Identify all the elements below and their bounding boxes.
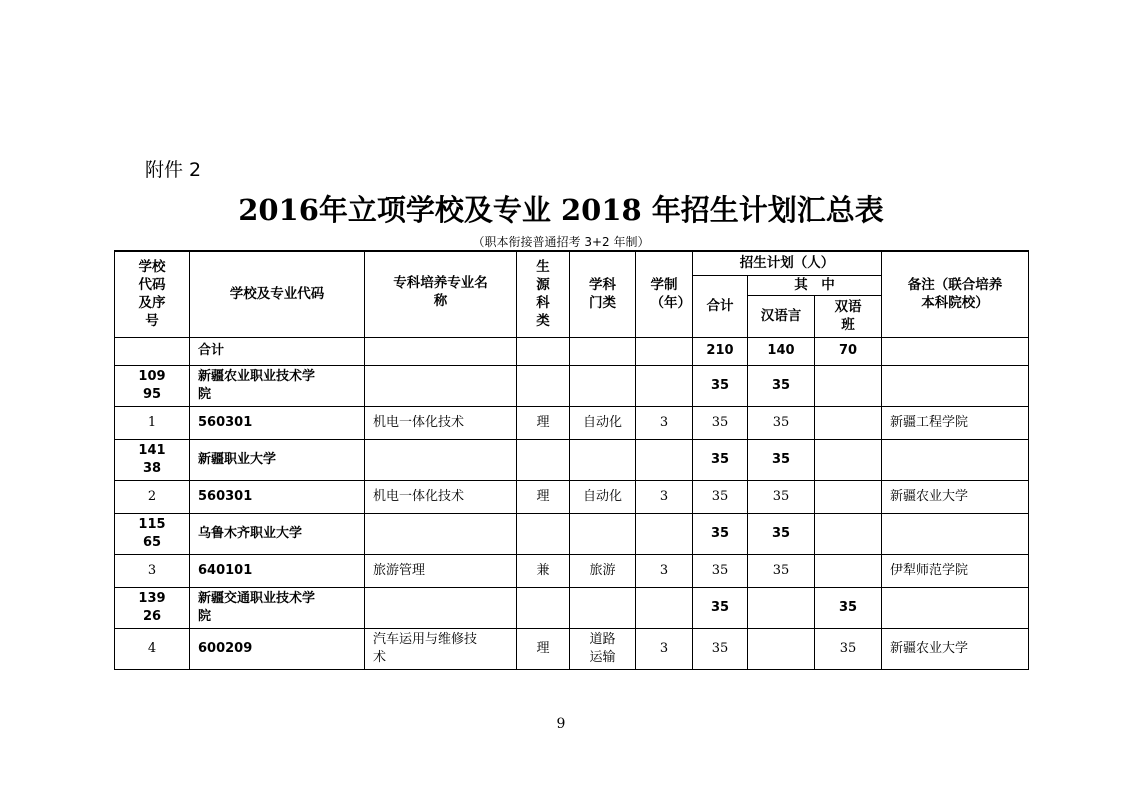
table-row [115, 365, 1029, 406]
cell-bilingual [815, 480, 882, 513]
table-row [115, 628, 1029, 669]
cell-years [636, 513, 693, 554]
cell-major [365, 337, 517, 365]
cell-years: 3 [636, 406, 693, 439]
cell-remark [882, 513, 1029, 554]
cell-bilingual [815, 406, 882, 439]
cell-major: 汽车运用与维修技术 [365, 628, 517, 669]
cell-source [517, 439, 570, 480]
cell-code: 2 [115, 480, 190, 513]
cell-total: 210 [693, 337, 748, 365]
cell-remark: 新疆农业大学 [882, 480, 1029, 513]
cell-bilingual: 70 [815, 337, 882, 365]
cell-major: 机电一体化技术 [365, 406, 517, 439]
cell-major [365, 587, 517, 628]
cell-bilingual [815, 554, 882, 587]
cell-remark: 新疆工程学院 [882, 406, 1029, 439]
header-han: 汉语言 [748, 295, 815, 337]
cell-subject [570, 587, 636, 628]
cell-code: 4 [115, 628, 190, 669]
cell-remark [882, 587, 1029, 628]
cell-major [365, 439, 517, 480]
cell-remark: 伊犁师范学院 [882, 554, 1029, 587]
document-subtitle: （职本衔接普通招考 3+2 年制） [472, 235, 650, 249]
cell-major: 旅游管理 [365, 554, 517, 587]
cell-source: 理 [517, 480, 570, 513]
cell-major [365, 365, 517, 406]
cell-name: 新疆农业职业技术学院 [190, 365, 365, 406]
table-row [115, 480, 1029, 513]
header-source: 生源科类 [517, 251, 570, 337]
cell-subject [570, 513, 636, 554]
table-row [115, 406, 1029, 439]
cell-source [517, 365, 570, 406]
cell-name: 600209 [190, 628, 365, 669]
cell-name: 560301 [190, 406, 365, 439]
cell-years [636, 587, 693, 628]
cell-total: 35 [693, 480, 748, 513]
header-plan: 招生计划（人） [693, 251, 882, 275]
cell-code: 14138 [115, 439, 190, 480]
header-total: 合计 [693, 275, 748, 337]
cell-han: 35 [748, 439, 815, 480]
cell-han: 35 [748, 513, 815, 554]
cell-code: 11565 [115, 513, 190, 554]
cell-name: 640101 [190, 554, 365, 587]
cell-major [365, 513, 517, 554]
cell-bilingual [815, 513, 882, 554]
cell-major: 机电一体化技术 [365, 480, 517, 513]
cell-source: 理 [517, 406, 570, 439]
cell-total: 35 [693, 365, 748, 406]
header-major-code: 学校及专业代码 [190, 251, 365, 337]
cell-subject: 道路运输 [570, 628, 636, 669]
cell-years [636, 337, 693, 365]
cell-bilingual: 35 [815, 587, 882, 628]
header-remark: 备注（联合培养本科院校） [882, 251, 1029, 337]
cell-subject [570, 365, 636, 406]
cell-bilingual: 35 [815, 628, 882, 669]
header-major-name: 专科培养专业名称 [365, 251, 517, 337]
cell-han [748, 587, 815, 628]
cell-code: 10995 [115, 365, 190, 406]
cell-source [517, 587, 570, 628]
cell-total: 35 [693, 554, 748, 587]
table-row [115, 439, 1029, 480]
cell-total: 35 [693, 513, 748, 554]
cell-bilingual [815, 365, 882, 406]
cell-han: 35 [748, 406, 815, 439]
cell-remark [882, 439, 1029, 480]
cell-code [115, 337, 190, 365]
cell-total: 35 [693, 406, 748, 439]
header-among: 其 中 [748, 275, 882, 295]
cell-han: 35 [748, 480, 815, 513]
page-number: 9 [556, 716, 566, 732]
enrollment-plan-table [114, 250, 1029, 670]
table-row [115, 554, 1029, 587]
cell-han: 35 [748, 554, 815, 587]
table-row [115, 587, 1029, 628]
cell-remark: 新疆农业大学 [882, 628, 1029, 669]
cell-code: 13926 [115, 587, 190, 628]
header-school-code: 学校代码及序号 [115, 251, 190, 337]
cell-years [636, 365, 693, 406]
cell-source [517, 513, 570, 554]
cell-subject: 自动化 [570, 406, 636, 439]
cell-name: 合计 [190, 337, 365, 365]
table-row [115, 513, 1029, 554]
cell-han [748, 628, 815, 669]
cell-name: 新疆交通职业技术学院 [190, 587, 365, 628]
cell-source: 理 [517, 628, 570, 669]
attachment-label: 附件 2 [145, 159, 202, 181]
header-bilingual: 双语班 [815, 295, 882, 337]
cell-years [636, 439, 693, 480]
cell-years: 3 [636, 554, 693, 587]
cell-remark [882, 337, 1029, 365]
cell-name: 乌鲁木齐职业大学 [190, 513, 365, 554]
cell-total: 35 [693, 628, 748, 669]
table-row [115, 337, 1029, 365]
cell-years: 3 [636, 628, 693, 669]
cell-han: 35 [748, 365, 815, 406]
cell-subject [570, 337, 636, 365]
header-subject: 学科门类 [570, 251, 636, 337]
cell-subject [570, 439, 636, 480]
cell-years: 3 [636, 480, 693, 513]
cell-name: 新疆职业大学 [190, 439, 365, 480]
cell-total: 35 [693, 439, 748, 480]
cell-remark [882, 365, 1029, 406]
cell-han: 140 [748, 337, 815, 365]
cell-code: 1 [115, 406, 190, 439]
cell-bilingual [815, 439, 882, 480]
cell-subject: 自动化 [570, 480, 636, 513]
document-title: 2016年立项学校及专业 2018 年招生计划汇总表 [238, 193, 884, 227]
cell-subject: 旅游 [570, 554, 636, 587]
cell-name: 560301 [190, 480, 365, 513]
cell-code: 3 [115, 554, 190, 587]
cell-total: 35 [693, 587, 748, 628]
header-duration: 学制（年） [636, 251, 693, 337]
cell-source: 兼 [517, 554, 570, 587]
cell-source [517, 337, 570, 365]
